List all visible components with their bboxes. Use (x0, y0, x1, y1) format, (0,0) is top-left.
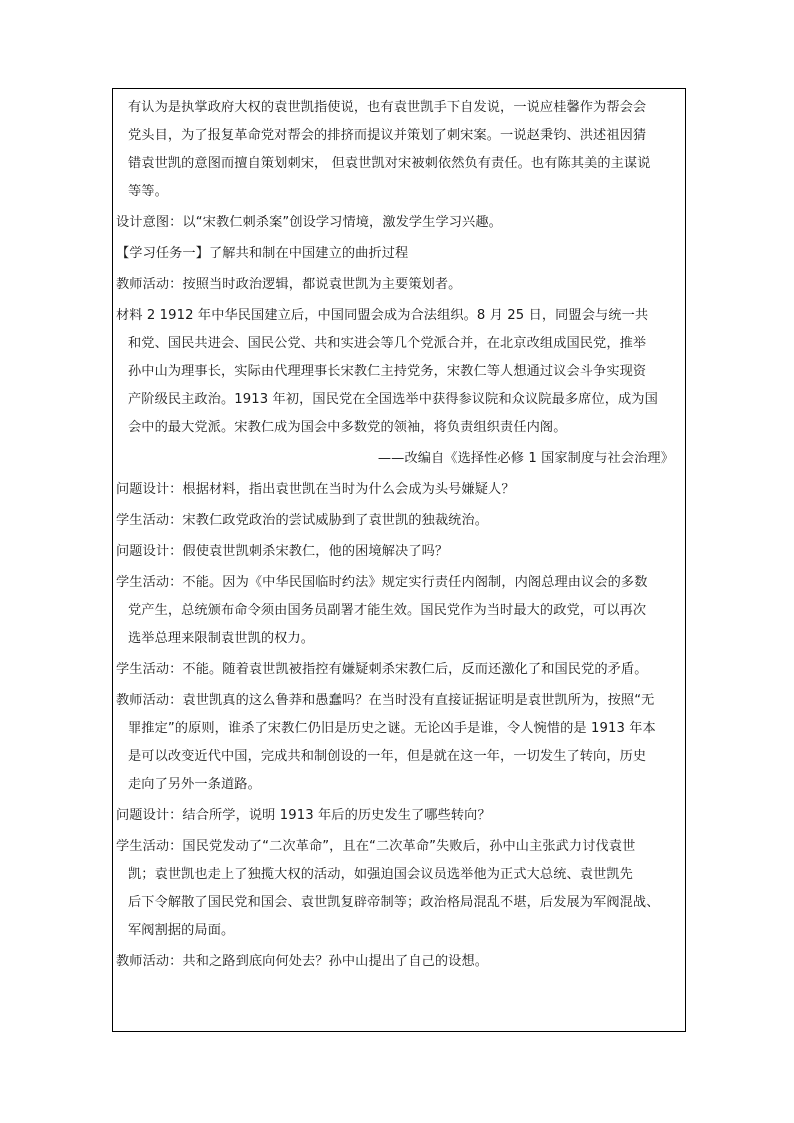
text-line: 【学习任务一】了解共和制在中国建立的曲折过程 (116, 246, 409, 261)
text-line: 问题设计：根据材料，指出袁世凯在当时为什么会成为头号嫌疑人？ (116, 482, 515, 497)
text-line: 有认为是执掌政府大权的袁世凯指使说，也有袁世凯手下自发说，一说应桂馨作为帮会会 (128, 100, 647, 115)
text-line: 凯；袁世凯也走上了独揽大权的活动，如强迫国会议员选举他为正式大总统、袁世凯先 (128, 867, 633, 882)
text-line: 教师活动：共和之路到底向何处去？孙中山提出了自己的设想。 (116, 954, 489, 969)
paragraph (116, 445, 682, 473)
document-body (116, 94, 682, 976)
text-line: 走向了另外一条道路。 (128, 777, 261, 792)
text-line: 问题设计：结合所学，说明 1913 年后的历史发生了哪些转向？ (116, 808, 491, 823)
paragraph (116, 476, 682, 504)
paragraph (116, 507, 682, 535)
paragraph (116, 687, 682, 799)
text-line: 后下令解散了国民党和国会、袁世凯复辟帝制等；政治格局混乱不堪，后发展为军阀混战、 (128, 895, 660, 910)
text-line: 设计意图：以“宋教仁刺杀案”创设学习情境，激发学生学习兴趣。 (116, 215, 502, 230)
paragraph (116, 240, 682, 268)
paragraph (116, 538, 682, 566)
text-line: 产阶级民主政治。1913 年初，国民党在全国选举中获得参议院和众议院最多席位，成为国 (128, 392, 658, 407)
text-line: 学生活动：国民党发动了“二次革命”，且在“二次革命”失败后，孙中山主张武力讨伐袁世 (116, 839, 636, 854)
text-line: 学生活动：不能。随着袁世凯被指控有嫌疑刺杀宋教仁后，反而还激化了和国民党的矛盾。 (116, 662, 648, 677)
paragraph (116, 948, 682, 976)
paragraph (116, 209, 682, 237)
text-line: 问题设计：假使袁世凯刺杀宋教仁，他的困境解决了吗？ (116, 544, 449, 559)
text-line: 党产生，总统颁布命令须由国务员副署才能生效。国民党作为当时最大的政党，可以再次 (128, 603, 647, 618)
text-line: 会中的最大党派。宋教仁成为国会中多数党的领袖，将负责组织责任内阁。 (128, 420, 567, 435)
paragraph (116, 569, 682, 653)
paragraph (116, 833, 682, 945)
paragraph (116, 94, 682, 206)
text-line: 和党、国民共进会、国民公党、共和实进会等几个党派合并，在北京改组成国民党，推举 (128, 336, 647, 351)
text-line: 等等。 (128, 184, 168, 199)
text-line: 党头目，为了报复革命党对帮会的排挤而提议并策划了刺宋案。一说赵秉钧、洪述祖因猜 (128, 128, 647, 143)
paragraph (116, 271, 682, 299)
text-line: 选举总理来限制袁世凯的权力。 (128, 631, 315, 646)
text-line: 军阀割据的局面。 (128, 923, 235, 938)
text-line: 教师活动：袁世凯真的这么鲁莽和愚蠢吗？在当时没有直接证据证明是袁世凯所为，按照“无 (116, 693, 655, 708)
text-line: 是可以改变近代中国，完成共和制创设的一年，但是就在这一年，一切发生了转向，历史 (128, 749, 647, 764)
text-line: 错袁世凯的意图而擅自策划刺宋， 但袁世凯对宋被刺依然负有责任。也有陈其美的主谋说 (128, 156, 651, 171)
text-line: 孙中山为理事长，实际由代理理事长宋教仁主持党务，宋教仁等人想通过议会斗争实现资 (128, 364, 647, 379)
text-line: ——改编自《选择性必修 1 国家制度与社会治理》 (377, 451, 674, 466)
text-line: 学生活动：宋教仁政党政治的尝试威胁到了袁世凯的独裁统治。 (116, 513, 489, 528)
text-line: 罪推定”的原则，谁杀了宋教仁仍旧是历史之谜。无论凶手是谁，令人惋惜的是 1913 年本 (128, 721, 656, 736)
text-line: 学生活动：不能。因为《中华民国临时约法》规定实行责任内阁制，内阁总理由议会的多数 (116, 575, 648, 590)
text-line: 材料 2 1912 年中华民国建立后，中国同盟会成为合法组织。8 月 25 日，同盟会与统一共 (116, 308, 649, 323)
paragraph (116, 802, 682, 830)
text-line: 教师活动：按照当时政治逻辑，都说袁世凯为主要策划者。 (116, 277, 462, 292)
paragraph (116, 656, 682, 684)
paragraph (116, 302, 682, 442)
